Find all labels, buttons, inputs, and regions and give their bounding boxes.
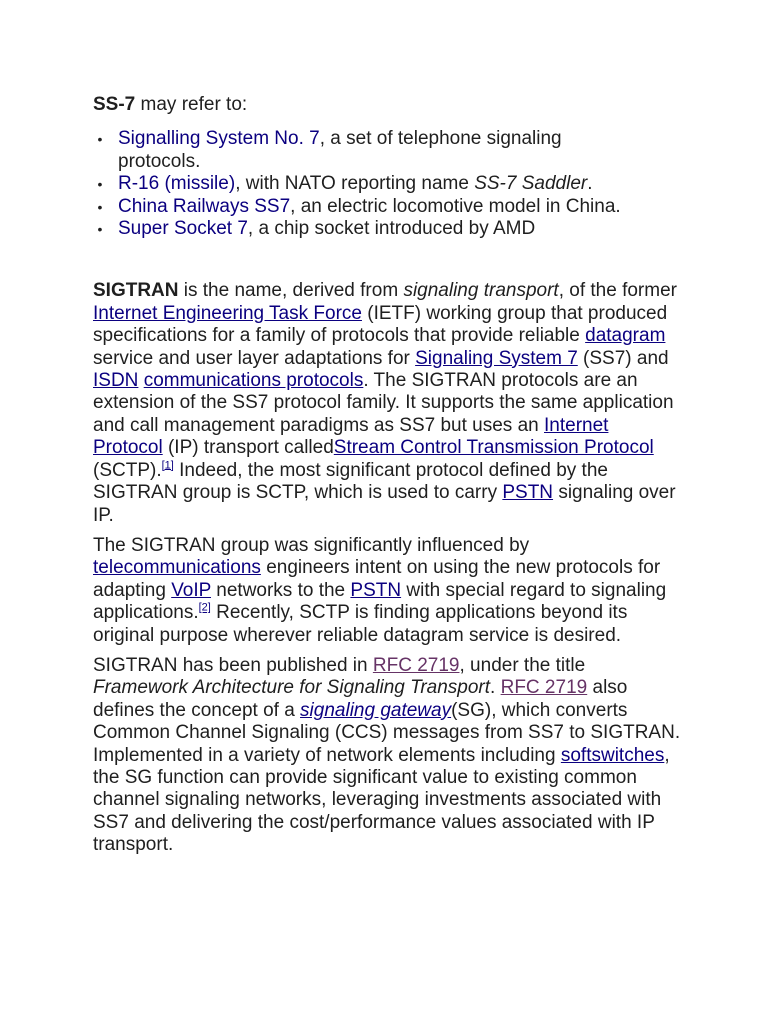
list-item: • China Railways SS7, an electric locomotive model in China. bbox=[118, 196, 638, 218]
sigtran-paragraph-1: SIGTRAN is the name, derived from signaling transport, of the former Internet Engineering Task Force (IETF) working group that produced specifications for a family of protocols that provide reliable datagram service and user layer adaptations for Signaling System 7 (SS7) and ISDN communications protocols. The SIGTRAN protocols are an extension of the SS7 protocol family. It supports the same application and call management paradigms as SS7 but uses an Internet Protocol (IP) transport calledStream Control Transmission Protocol (SCTP).[1] Indeed, the most significant protocol defined by the SIGTRAN group is SCTP, which is used to carry PSTN signaling over IP. bbox=[93, 280, 677, 526]
bullet-icon: • bbox=[97, 198, 103, 215]
list-item: • Super Socket 7, a chip socket introduced by AMD bbox=[118, 218, 638, 240]
bullet-icon: • bbox=[97, 176, 103, 193]
link-signaling-gateway[interactable]: signaling gateway bbox=[300, 699, 452, 721]
link-communications-protocols[interactable]: communications protocols bbox=[143, 370, 364, 392]
link-internet-protocol[interactable]: Internet Protocol bbox=[93, 414, 609, 459]
reference-link-2[interactable]: [2] bbox=[198, 601, 211, 614]
sigtran-term: SIGTRAN bbox=[93, 280, 179, 302]
reference-link-1[interactable]: [1] bbox=[161, 459, 174, 472]
link-softswitches[interactable]: softswitches bbox=[560, 744, 665, 766]
link-telecommunications[interactable]: telecommunications bbox=[93, 557, 261, 579]
list-item: • R-16 (missile), with NATO reporting name SS-7 Saddler. bbox=[118, 173, 638, 195]
bullet-icon: • bbox=[97, 221, 103, 238]
list-item: • Signalling System No. 7, a set of telephone signaling protocols. bbox=[118, 128, 638, 173]
link-ietf[interactable]: Internet Engineering Task Force bbox=[93, 302, 362, 324]
sigtran-paragraph-3: SIGTRAN has been published in RFC 2719, under the title Framework Architecture for Signaling Transport. RFC 2719 also defines the concept of a signaling gateway(SG), which converts Common Channel Signaling (CCS) messages from SS7 to SIGTRAN. Implemented in a variety of network elements including softswitches, the SG function can provide significant value to existing common channel signaling networks, leveraging investments associated with SS7 and delivering the cost/performance values associated with IP transport. bbox=[93, 654, 681, 856]
bullet-icon: • bbox=[97, 131, 103, 148]
link-isdn[interactable]: ISDN bbox=[93, 370, 139, 392]
link-pstn[interactable]: PSTN bbox=[502, 482, 554, 504]
article-content bbox=[93, 94, 683, 865]
link-super-socket-7[interactable]: Super Socket 7 bbox=[118, 218, 248, 240]
link-rfc-2719[interactable]: RFC 2719 bbox=[372, 654, 460, 676]
disambiguation-intro: SS-7 may refer to: bbox=[93, 94, 248, 115]
disambiguation-list bbox=[93, 128, 638, 240]
link-rfc-2719-2[interactable]: RFC 2719 bbox=[500, 677, 588, 699]
link-r16-missile[interactable]: R-16 (missile) bbox=[118, 173, 236, 195]
reference-2 bbox=[199, 602, 211, 614]
link-sctp[interactable]: Stream Control Transmission Protocol bbox=[333, 437, 654, 459]
link-pstn-2[interactable]: PSTN bbox=[350, 579, 402, 601]
link-signalling-system-7[interactable]: Signalling System No. 7 bbox=[118, 128, 320, 150]
disambiguation-term: SS-7 bbox=[93, 94, 136, 115]
reference-1 bbox=[162, 459, 174, 471]
link-china-railways-ss7[interactable]: China Railways SS7 bbox=[118, 195, 291, 217]
link-signaling-system-7[interactable]: Signaling System 7 bbox=[415, 347, 578, 369]
link-voip[interactable]: VoIP bbox=[171, 579, 211, 601]
link-datagram[interactable]: datagram bbox=[585, 325, 666, 347]
sigtran-paragraph-2: The SIGTRAN group was significantly influenced by telecommunications engineers intent on using the new protocols for adapting VoIP networks to the PSTN with special regard to signaling applications.[2] Recently, SCTP is finding applications beyond its original purpose wherever reliable datagram service is desired. bbox=[93, 534, 667, 646]
